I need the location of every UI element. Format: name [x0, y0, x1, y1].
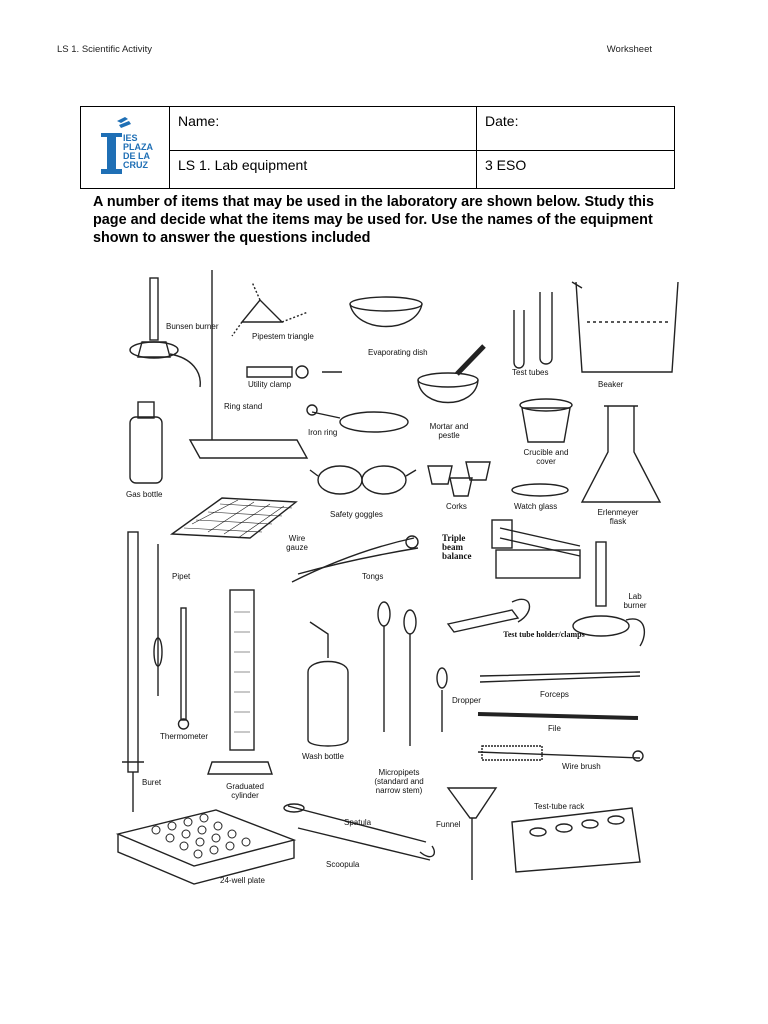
- info-table: [80, 106, 675, 189]
- thermometer-drawing: [179, 608, 189, 729]
- dropper-drawing: [437, 668, 447, 732]
- funnel-drawing: [448, 788, 496, 880]
- gas-bottle-drawing: [130, 402, 162, 483]
- test-tube-holder-drawing: [448, 599, 529, 632]
- label-evaporating-dish: Evaporating dish: [368, 348, 428, 357]
- watch-glass-drawing: [512, 484, 568, 496]
- label-beaker: Beaker: [598, 380, 624, 389]
- pipestem-triangle-drawing: [232, 282, 308, 336]
- label-mortar-pestle: Mortar and pestle: [429, 422, 469, 440]
- mortar-pestle-drawing: [418, 346, 484, 403]
- label-utility-clamp: Utility clamp: [248, 380, 292, 389]
- svg-text:IES: IES: [123, 133, 138, 143]
- forceps-drawing: [480, 672, 640, 682]
- ring-stand-drawing: [190, 270, 307, 458]
- evaporating-dish-drawing: [350, 297, 422, 327]
- label-triple-beam: Triple beam balance: [442, 533, 472, 561]
- label-safety-goggles: Safety goggles: [330, 510, 383, 519]
- label-spatula: Spatula: [344, 818, 372, 827]
- micropipets-drawing: [378, 602, 416, 746]
- label-forceps: Forceps: [540, 690, 569, 699]
- header-left: LS 1. Scientific Activity: [57, 44, 153, 55]
- label-erlenmeyer: Erlenmeyer flask: [597, 508, 639, 526]
- crucible-drawing: [520, 399, 572, 442]
- label-test-tubes: Test tubes: [512, 368, 549, 377]
- label-wire-brush: Wire brush: [562, 762, 601, 771]
- header-right: Worksheet: [606, 44, 652, 55]
- school-logo-icon: [81, 113, 169, 185]
- label-pipet: Pipet: [172, 572, 191, 581]
- label-well-plate: 24-well plate: [220, 876, 265, 885]
- safety-goggles-drawing: [310, 466, 416, 494]
- label-micropipets: Micropipets (standard and narrow stem): [374, 768, 424, 795]
- label-dropper: Dropper: [452, 696, 481, 705]
- intro-text: A number of items that may be used in the laboratory are shown below. Study this page and decide what the items may be used for. Use the names of the equipment shown to answer the questions included: [93, 194, 655, 246]
- pipet-drawing: [154, 544, 162, 696]
- wash-bottle-drawing: [308, 622, 348, 746]
- label-crucible: Crucible and cover: [523, 448, 569, 466]
- scoopula-drawing: [298, 828, 434, 860]
- corks-drawing: [428, 462, 490, 496]
- label-lab-burner: Lab burner: [623, 592, 647, 610]
- label-watch-glass: Watch glass: [514, 502, 558, 511]
- label-wash-bottle: Wash bottle: [302, 752, 344, 761]
- label-scoopula: Scoopula: [326, 860, 360, 869]
- name-cell: Name:: [170, 107, 477, 151]
- wire-brush-drawing: [478, 746, 643, 761]
- label-buret: Buret: [142, 778, 162, 787]
- bunsen-burner-drawing: [130, 278, 200, 387]
- file-drawing: [478, 714, 638, 718]
- course-cell: 3 ESO: [477, 151, 675, 189]
- beaker-drawing: [572, 282, 678, 372]
- date-cell: Date:: [477, 107, 675, 151]
- equipment-drawings: [112, 262, 684, 907]
- svg-text:PLAZA: PLAZA: [123, 142, 153, 152]
- svg-text:DE LA: DE LA: [123, 151, 150, 161]
- label-graduated-cylinder: Graduated cylinder: [226, 782, 264, 800]
- erlenmeyer-flask-drawing: [582, 406, 660, 502]
- label-ring-stand: Ring stand: [224, 402, 263, 411]
- utility-clamp-drawing: [247, 366, 342, 378]
- label-thermometer: Thermometer: [160, 732, 209, 741]
- label-bunsen-burner: Bunsen burner: [166, 322, 219, 331]
- label-pipestem-triangle: Pipestem triangle: [252, 332, 314, 341]
- triple-beam-balance-drawing: [492, 520, 580, 578]
- label-funnel: Funnel: [436, 820, 461, 829]
- label-gas-bottle: Gas bottle: [126, 490, 163, 499]
- lab-equipment-figure: [112, 262, 684, 907]
- svg-text:CRUZ: CRUZ: [123, 160, 148, 170]
- unit-cell: LS 1. Lab equipment: [170, 151, 477, 189]
- label-iron-ring: Iron ring: [308, 428, 338, 437]
- test-tube-rack-drawing: [512, 808, 640, 872]
- wire-gauze-drawing: [172, 498, 296, 538]
- well-plate-drawing: [118, 810, 294, 884]
- school-logo: [81, 107, 170, 189]
- label-tongs: Tongs: [362, 572, 384, 581]
- label-wire-gauze: Wire gauze: [286, 534, 308, 552]
- label-test-tube-rack: Test-tube rack: [534, 802, 585, 811]
- test-tubes-drawing: [514, 292, 552, 368]
- label-corks: Corks: [446, 502, 467, 511]
- label-file: File: [548, 724, 561, 733]
- graduated-cylinder-drawing: [208, 590, 272, 774]
- label-test-tube-holder: Test tube holder/clamps: [503, 630, 585, 639]
- buret-drawing: [122, 532, 144, 812]
